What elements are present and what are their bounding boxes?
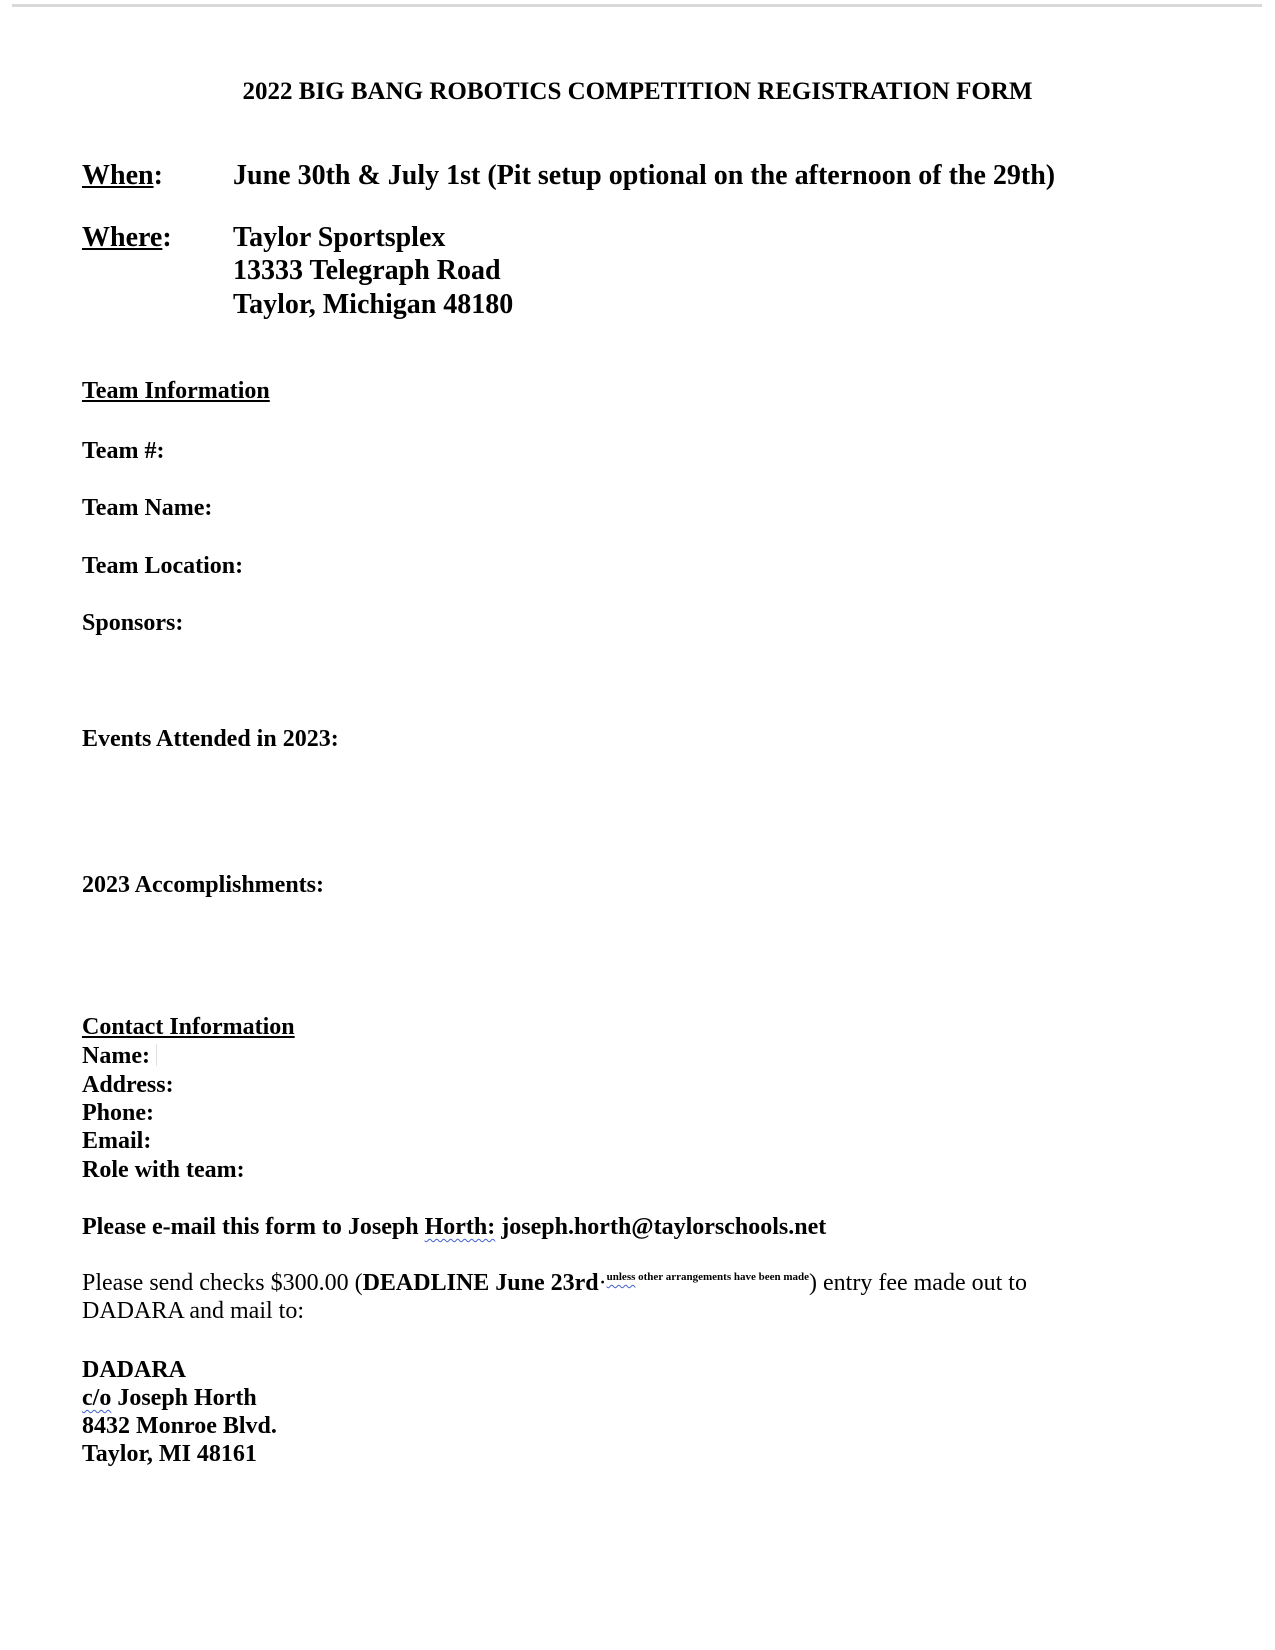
- check-text-2: ) entry fee made out to: [809, 1270, 1027, 1296]
- sponsors-field: Sponsors:: [82, 610, 184, 636]
- contact-info-heading: Contact Information: [82, 1014, 295, 1040]
- when-label: When: [82, 160, 154, 191]
- contact-name-row: [82, 1043, 157, 1070]
- surname-spellcheck: Horth:: [424, 1214, 496, 1240]
- contact-name-field: Name:: [82, 1043, 150, 1069]
- where-label: Where: [82, 222, 163, 253]
- tiny-unless: unless: [606, 1271, 636, 1283]
- check-text-1: Please send checks $300.00 (: [82, 1270, 363, 1296]
- mail-city: Taylor, MI 48161: [82, 1441, 257, 1467]
- when-label-row: [82, 160, 163, 192]
- events-attended-field: Events Attended in 2023:: [82, 726, 339, 752]
- contact-role-field: Role with team:: [82, 1157, 245, 1183]
- text-cursor: [156, 1044, 157, 1066]
- team-number-field: Team #:: [82, 438, 165, 464]
- care-of: c/o: [82, 1385, 112, 1411]
- form-title: 2022 BIG BANG ROBOTICS COMPETITION REGISTRATION FORM: [242, 78, 1033, 105]
- venue-name: Taylor Sportsplex: [233, 222, 446, 253]
- deadline-dot: ·: [598, 1270, 607, 1296]
- team-name-field: Team Name:: [82, 495, 213, 521]
- care-of-name: Joseph Horth: [111, 1385, 257, 1411]
- accomplishments-field: 2023 Accomplishments:: [82, 872, 324, 898]
- venue-street: 13333 Telegraph Road: [233, 255, 501, 286]
- mail-org: DADARA: [82, 1357, 186, 1383]
- team-info-heading: Team Information: [82, 378, 270, 404]
- contact-address-field: Address:: [82, 1072, 174, 1098]
- contact-phone-field: Phone:: [82, 1100, 154, 1126]
- mail-care-of-row: [82, 1385, 257, 1412]
- check-instruction-line1: [82, 1270, 1027, 1297]
- tiny-arrangements: other arrangements have been made: [635, 1271, 810, 1283]
- where-label-row: [82, 222, 172, 254]
- email-instruction: [82, 1214, 826, 1241]
- mail-street: 8432 Monroe Blvd.: [82, 1413, 277, 1439]
- email-address: joseph.horth@taylorschools.net: [495, 1214, 827, 1240]
- venue-city: Taylor, Michigan 48180: [233, 289, 514, 320]
- check-instruction-line2: DADARA and mail to:: [82, 1298, 304, 1324]
- when-value: June 30th & July 1st (Pit setup optional on the afternoon of the 29th): [233, 160, 1056, 191]
- when-colon: :: [153, 160, 163, 191]
- deadline-text: DEADLINE June 23rd: [362, 1270, 599, 1296]
- where-colon: :: [162, 222, 172, 253]
- team-location-field: Team Location:: [82, 553, 244, 579]
- email-prefix: Please e-mail this form to Joseph: [82, 1214, 425, 1240]
- contact-email-field: Email:: [82, 1128, 152, 1154]
